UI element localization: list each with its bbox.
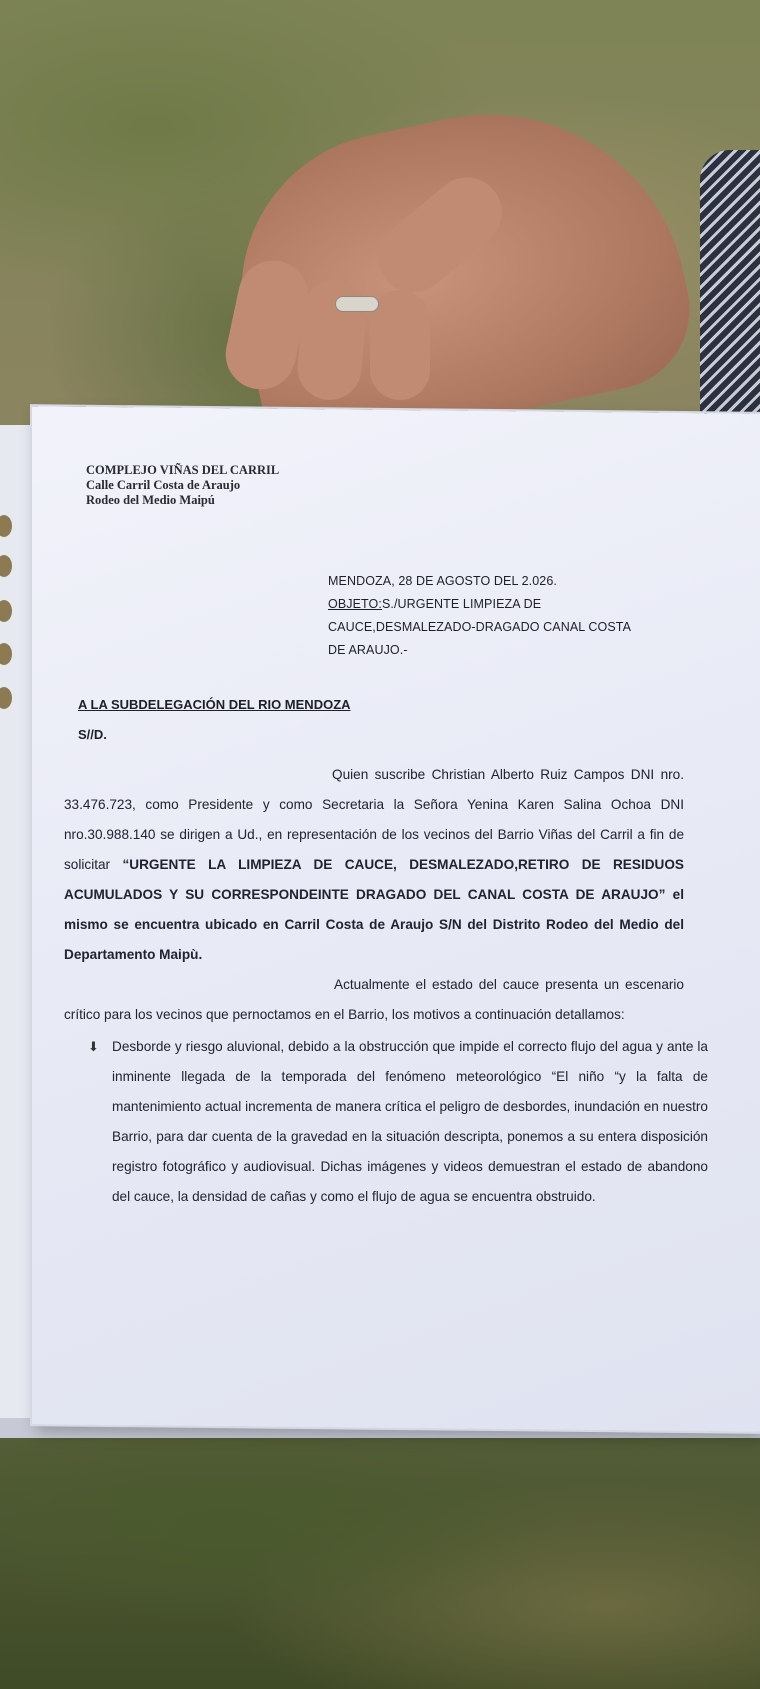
paragraph-2: [64, 970, 684, 1030]
request-quote: “URGENTE LA LIMPIEZA DE CAUCE, DESMALEZADO,RETIRO DE RESIDUOS ACUMULADOS Y SU CORRESPONDEINTE DRAGADO DEL CANAL COSTA DE ARAUJO”: [64, 857, 684, 902]
binder-hole: [0, 555, 12, 577]
paragraph-1: [64, 760, 684, 970]
binder-hole: [0, 643, 12, 665]
paragraph-text: nro. 33.476.723, como Presidente y como Secretaria la Señora Yenina Karen Salina Ochoa DNI nro.30.988.140 se dirigen a Ud., en representación de los vecinos del Barrio Viñas del Carril a fin de solicitar: [64, 767, 684, 872]
grass-foreground: [0, 1410, 760, 1689]
ring: [335, 296, 379, 312]
binder-hole: [0, 515, 12, 537]
letter-body: [64, 760, 684, 1030]
bullet-item: [88, 1032, 708, 1212]
date-and-subject: [328, 570, 648, 662]
bullet-icon: ⬇: [88, 1039, 99, 1054]
bullet-text: Desborde y riesgo aluvional, debido a la obstrucción que impide el correcto flujo del agua y ante la inminente llegada de la temporada del fenómeno meteorológico “El niño “y la falta de mantenimiento actual incrementa de manera crítica el peligro de desbordes, inundación en nuestro Barrio, para dar cuenta de la gravedad en la situación descripta, ponemos a su entera disposición registro fotográfico y audiovisual. Dichas imágenes y videos demuestran el estado de abandono del cauce, la densidad de cañas y como el flujo de agua se encuentra obstruido.: [112, 1039, 708, 1204]
paragraph-lead: Actualmente el estado del cauce presenta un: [334, 977, 620, 992]
binder-hole: [0, 600, 12, 622]
subject-label: OBJETO:: [328, 597, 382, 611]
subject-line: DE ARAUJO.-: [328, 643, 408, 657]
binder-hole: [0, 687, 12, 709]
subject-line: [328, 593, 648, 616]
date-line: MENDOZA, 28 DE AGOSTO DEL 2.026.: [328, 574, 557, 588]
finger: [370, 290, 430, 400]
subject-text: S./URGENTE LIMPIEZA DE: [381, 597, 542, 611]
letterhead-line: Calle Carril Costa de Araujo: [86, 478, 241, 492]
addressee: [78, 690, 378, 750]
subject-line: CAUCE,DESMALEZADO-DRAGADO CANAL COSTA: [328, 620, 632, 634]
location-text: el mismo se encuentra ubicado en Carril Costa de Araujo S/N del Distrito Rodeo del Medio del Departamento Maipù.: [64, 887, 684, 962]
paragraph-lead: Quien suscribe Christian Alberto Ruiz Campos DNI: [332, 767, 655, 782]
addressee-name: A LA SUBDELEGACIÓN DEL RIO MENDOZA: [78, 697, 351, 712]
letterhead-line: COMPLEJO VIÑAS DEL CARRIL: [86, 463, 280, 477]
letterhead-line: Rodeo del Medio Maipú: [86, 493, 215, 507]
letterhead: [86, 463, 386, 508]
addressee-sd: S//D.: [78, 727, 107, 742]
paragraph-text: escenario crítico para los vecinos que pernoctamos en el Barrio, los motivos a continuación detallamos:: [64, 977, 684, 1022]
